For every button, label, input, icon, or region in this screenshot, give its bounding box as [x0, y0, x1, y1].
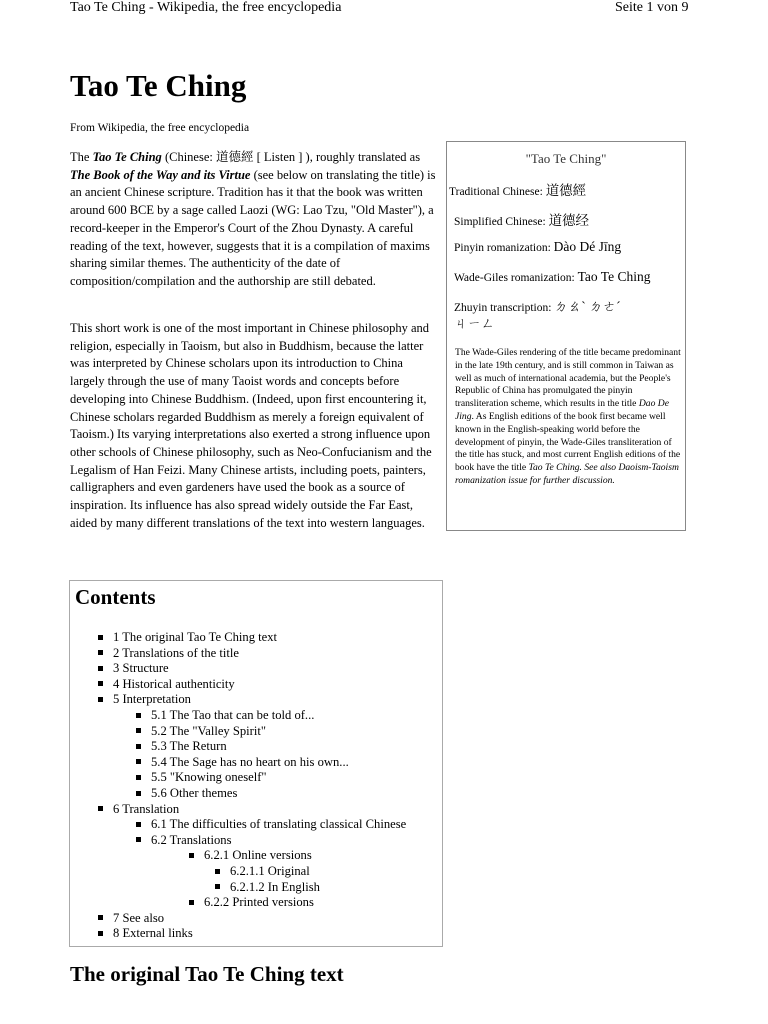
toc-item-label[interactable]: 4 Historical authenticity [113, 676, 235, 691]
bullet-icon [136, 713, 141, 718]
toc-item-label[interactable]: 6.2.1.1 Original [230, 864, 310, 878]
infobox-caption: "Tao Te Ching" [525, 151, 607, 166]
toc-item[interactable] [98, 925, 193, 941]
toc-item-label[interactable]: 6.2.1 Online versions [204, 848, 312, 863]
infobox-value: 道德经 [548, 213, 590, 228]
infobox-label: Zhuyin transcription: [454, 302, 552, 314]
toc-item-label[interactable]: 5 Interpretation [113, 692, 191, 707]
bullet-icon [136, 822, 141, 827]
bullet-icon [98, 931, 103, 936]
toc-item-label[interactable]: 5.1 The Tao that can be told of... [151, 708, 315, 722]
toc-item-label[interactable]: 8 External links [113, 926, 193, 941]
bullet-icon [98, 650, 103, 655]
note-text-2: . As English editions of the book first became well known in the English-speaking world before the development of pinyin, the Wade-Giles transliteration of the title has stuck, and most current English editions of the book have the title [455, 410, 681, 474]
intro-paragraph [70, 149, 438, 291]
toc-item[interactable] [215, 863, 310, 879]
toc-item[interactable] [136, 738, 227, 754]
infobox-note [455, 347, 683, 488]
bullet-icon [98, 681, 103, 686]
infobox-row-pinyin [454, 239, 621, 255]
bullet-icon [136, 744, 141, 749]
second-paragraph: This short work is one of the most important in Chinese philosophy and religion, especially in Taoism, but also in Buddhism, because the latter was interpreted by Chinese scholars upon its introduction to China largely through the use of many Taoist words and concepts before developing into Chinese Buddhism. (Indeed, upon first encountering it, Chinese scholars regarded Buddhism as merely a foreign equivalent of Taoism.) Its varying interpretations also exerted a strong influence upon other schools of Chinese philosophy, such as Neo-Confucianism and the Legalism of Han Feizi. Many Chinese artists, including poets, painters, calligraphers and even gardeners have used the book as a source of inspiration. Its influence has also spread widely outside the Far East, aided by many different translations of the text into western languages. [70, 321, 432, 530]
toc-item[interactable] [98, 801, 179, 817]
infobox-label: Wade-Giles romanization: [454, 272, 575, 284]
bullet-icon [136, 791, 141, 796]
toc-item-label[interactable]: 5.3 The Return [151, 739, 227, 754]
infobox-label: Traditional Chinese: [449, 186, 543, 198]
intro-text-2: (Chinese: 道德經 [ Listen ] ), roughly translated as [161, 150, 421, 164]
intro-text-1: The [70, 150, 93, 164]
print-header-title: Tao Te Ching - Wikipedia, the free encyclopedia [70, 0, 342, 15]
toc-item[interactable] [136, 785, 237, 801]
toc-item[interactable] [136, 707, 314, 723]
infobox-row-wade-giles [454, 269, 650, 285]
toc-item[interactable] [189, 847, 312, 863]
table-of-contents [69, 580, 443, 947]
infobox-value: Dào Dé Jīng [553, 239, 622, 254]
note-text-1: The Wade-Giles rendering of the title became predominant in the late 19th century, and is still common in Taiwan as well as much of international academia, but the People's Republic of China has promulgated the pinyin transliteration scheme, which results in the title [455, 347, 681, 410]
toc-item[interactable] [98, 645, 239, 661]
section-heading: The original Tao Te Ching text [70, 962, 344, 986]
print-page-number: Seite 1 von 9 [615, 0, 689, 15]
bullet-icon [189, 900, 194, 905]
toc-item[interactable] [98, 691, 191, 707]
toc-item-label[interactable]: 1 The original Tao Te Ching text [113, 630, 278, 644]
toc-title: Contents [75, 585, 156, 609]
toc-item-label[interactable]: 6.1 The difficulties of translating classical Chinese [151, 817, 407, 832]
infobox-row-zhuyin [454, 299, 621, 333]
article-title: Tao Te Ching [70, 68, 247, 103]
toc-item[interactable] [215, 879, 320, 895]
toc-item[interactable] [189, 894, 314, 910]
bullet-icon [98, 666, 103, 671]
toc-item[interactable] [136, 832, 231, 848]
toc-item[interactable] [136, 816, 406, 832]
toc-item-label[interactable]: 3 Structure [113, 661, 169, 676]
bullet-icon [136, 728, 141, 733]
article-source-line: From Wikipedia, the free encyclopedia [70, 122, 250, 134]
toc-item-label[interactable]: 5.4 The Sage has no heart on his own... [151, 754, 349, 769]
toc-item-label[interactable]: 5.6 Other themes [151, 786, 238, 800]
bullet-icon [98, 697, 103, 702]
toc-item[interactable] [136, 769, 267, 785]
intro-bold-title: Tao Te Ching [92, 150, 162, 164]
infobox-value: ㄉㄠˋ ㄉㄜˊ [554, 299, 621, 314]
infobox-value: Tao Te Ching [577, 269, 651, 284]
bullet-icon [136, 759, 141, 764]
toc-item-label[interactable]: 6.2.1.2 In English [230, 879, 320, 894]
toc-item-label[interactable]: 7 See also [113, 910, 165, 925]
infobox-value-continued: ㄐㄧㄥ [454, 316, 495, 331]
bullet-icon [98, 806, 103, 811]
toc-item-label[interactable]: 6.2 Translations [151, 832, 232, 847]
infobox [446, 141, 686, 531]
bullet-icon [215, 884, 220, 889]
note-italic-2: Tao Te Ching. See also Daoism-Taoism romanization issue for further discussion. [455, 462, 679, 486]
bullet-icon [189, 853, 194, 858]
toc-item[interactable] [136, 723, 266, 739]
toc-item-label[interactable]: 6 Translation [113, 801, 180, 816]
bullet-icon [215, 869, 220, 874]
toc-item[interactable] [98, 660, 169, 676]
toc-item-label[interactable]: 5.2 The "Valley Spirit" [151, 723, 266, 738]
bullet-icon [136, 837, 141, 842]
toc-item[interactable] [98, 910, 164, 926]
toc-item[interactable] [98, 629, 277, 645]
intro-bold-translation: The Book of the Way and its Virtue [70, 167, 251, 182]
infobox-row-simplified [454, 209, 589, 229]
infobox-label: Simplified Chinese: [454, 216, 546, 228]
infobox-row-traditional [449, 179, 586, 199]
toc-item-label[interactable]: 5.5 "Knowing oneself" [151, 770, 267, 785]
bullet-icon [98, 635, 103, 640]
toc-item[interactable] [136, 754, 349, 770]
bullet-icon [136, 775, 141, 780]
toc-item[interactable] [98, 676, 235, 692]
bullet-icon [98, 915, 103, 920]
note-italic-1: Dao De Jing [455, 398, 669, 422]
toc-item-label[interactable]: 6.2.2 Printed versions [204, 895, 314, 910]
infobox-value: 道德經 [545, 183, 587, 198]
intro-text-3: (see below on translating the title) is an ancient Chinese scripture. Tradition has it that the book was written around 600 BCE by a sage called Laozi (WG: Lao Tzu, "Old Master"), a record-keeper in the Emperor's Court of the Zhou Dynasty. A careful reading of the text, however, suggests that it is a compilation of maxims sharing similar themes. The authenticity of the date of composition/compilation and the authorship are still debated. [70, 167, 436, 288]
infobox-label: Pinyin romanization: [454, 242, 551, 254]
toc-item-label[interactable]: 2 Translations of the title [113, 645, 239, 660]
